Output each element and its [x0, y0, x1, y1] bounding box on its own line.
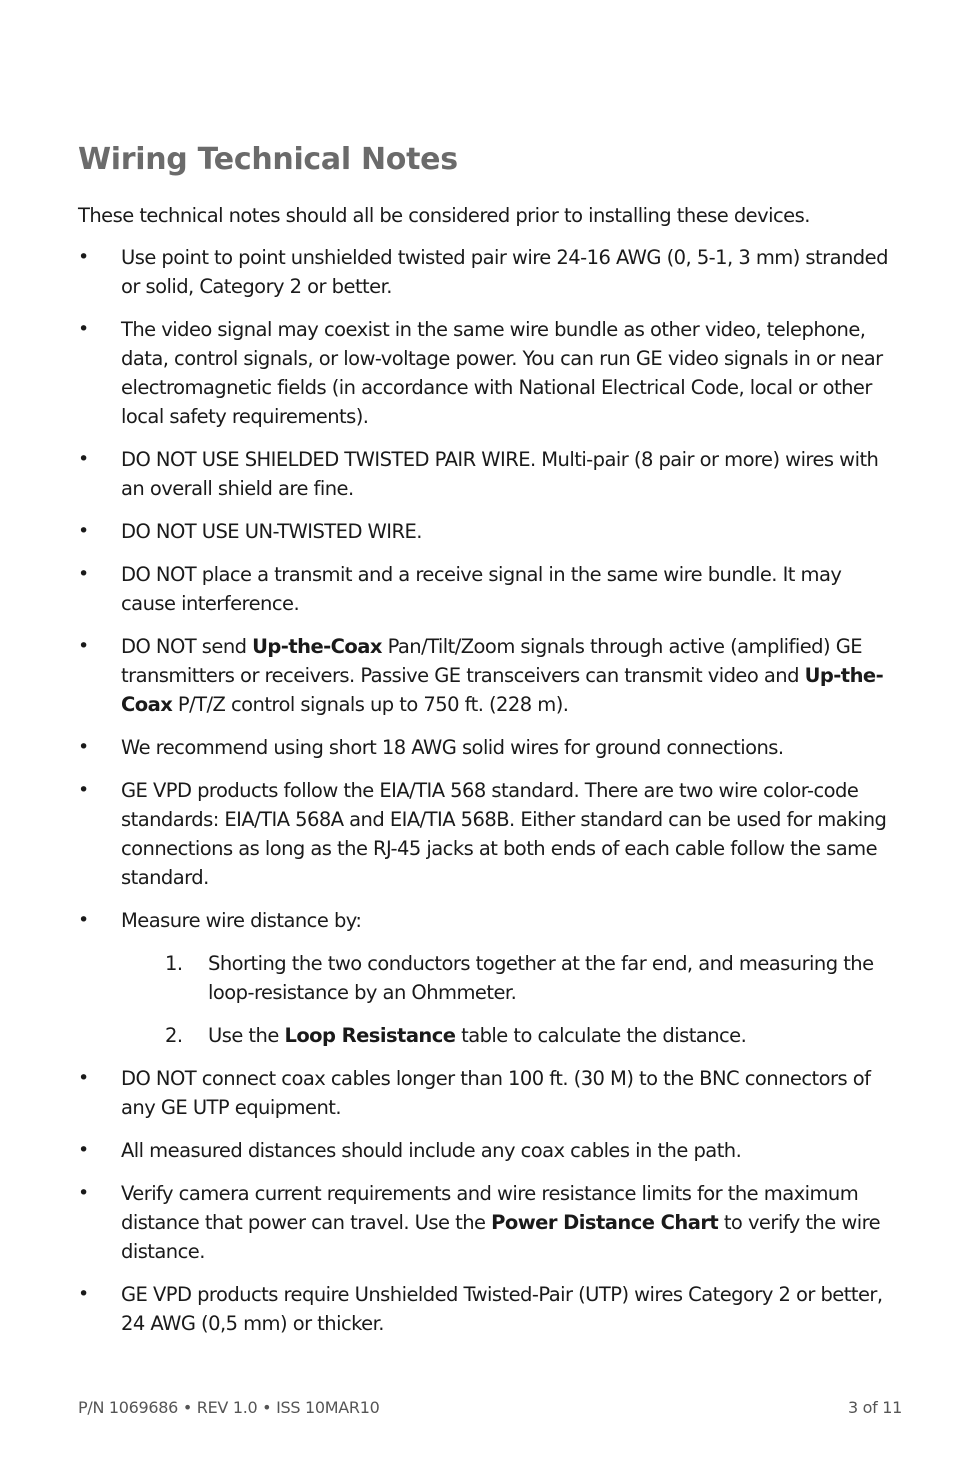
bullet: •: [78, 779, 89, 801]
step-number: 1.: [165, 952, 183, 975]
step-text: Shorting the two conductors together at the far end, and measuring the loop-resistance by an Ohmmeter.: [208, 952, 874, 1004]
list-item: [0, 776, 901, 892]
list-item: [0, 1179, 901, 1266]
step-text-part: Use the: [208, 1024, 285, 1047]
bold-term: Up-the-Coax: [252, 635, 382, 658]
bullet: •: [78, 635, 89, 657]
list-item: [0, 906, 901, 1050]
list-item: [0, 1280, 901, 1338]
page-number: 3 of 11: [847, 1398, 902, 1417]
note-text: DO NOT USE UN-TWISTED WIRE.: [121, 520, 422, 543]
step-item: [121, 949, 908, 1007]
list-item: [0, 315, 901, 431]
note-text-part: to verify the wire distance.: [121, 1211, 881, 1263]
bullet: •: [78, 736, 89, 758]
note-text-part: Pan/Tilt/Zoom signals through active (amplified) GE transmitters or receivers. Passive GE transceivers can transmit video and: [121, 635, 863, 687]
list-item: [0, 243, 901, 301]
technical-notes-list: [0, 243, 954, 1352]
note-text-part: Verify camera current requirements and wire resistance limits for the maximum distance that power can travel. Use the: [121, 1182, 859, 1234]
note-text: Measure wire distance by:: [121, 909, 362, 932]
bold-term: Power Distance Chart: [491, 1211, 719, 1234]
bullet: •: [78, 563, 89, 585]
bullet: •: [78, 1067, 89, 1089]
list-item: [0, 1136, 901, 1165]
bold-term: Up-the-Coax: [121, 664, 884, 716]
bullet: •: [78, 1283, 89, 1305]
bullet: •: [78, 448, 89, 470]
note-text: DO NOT USE SHIELDED TWISTED PAIR WIRE. Multi-pair (8 pair or more) wires with an overall shield are fine.: [121, 448, 879, 500]
step-number: 2.: [165, 1024, 183, 1047]
list-item: [0, 632, 901, 719]
note-text: DO NOT connect coax cables longer than 100 ft. (30 M) to the BNC connectors of any GE UTP equipment.: [121, 1067, 871, 1119]
bullet: •: [78, 520, 89, 542]
step-text-part: table to calculate the distance.: [455, 1024, 747, 1047]
document-id: P/N 1069686 • REV 1.0 • ISS 10MAR10: [78, 1398, 380, 1417]
note-text: GE VPD products follow the EIA/TIA 568 standard. There are two wire color-code standards: EIA/TIA 568A and EIA/TIA 568B. Either standard can be used for making connections as long as the RJ-45 jacks at both ends of each cable follow the same standard.: [121, 779, 887, 889]
list-item: [0, 445, 901, 503]
list-item: [0, 560, 901, 618]
note-text: The video signal may coexist in the same wire bundle as other video, telephone, data, control signals, or low-voltage power. You can run GE video signals in or near electromagnetic fields (in accordance with National Electrical Code, local or other local safety requirements).: [121, 318, 883, 428]
bullet: •: [78, 1139, 89, 1161]
list-item: [0, 517, 901, 546]
bullet: •: [78, 246, 89, 268]
note-text: We recommend using short 18 AWG solid wires for ground connections.: [121, 736, 784, 759]
bullet: •: [78, 909, 89, 931]
measurement-steps: [121, 949, 901, 1050]
note-text: Use point to point unshielded twisted pair wire 24-16 AWG (0, 5-1, 3 mm) stranded or solid, Category 2 or better.: [121, 246, 888, 298]
note-text: All measured distances should include any coax cables in the path.: [121, 1139, 742, 1162]
bullet: •: [78, 318, 89, 340]
note-text-part: P/T/Z control signals up to 750 ft. (228 m).: [172, 693, 569, 716]
bold-term: Loop Resistance: [284, 1024, 456, 1047]
list-item: [0, 733, 901, 762]
page-title: Wiring Technical Notes: [78, 142, 458, 177]
list-item: [0, 1064, 901, 1122]
note-text-part: DO NOT send: [121, 635, 253, 658]
step-item: [121, 1021, 908, 1050]
note-text: DO NOT place a transmit and a receive signal in the same wire bundle. It may cause interference.: [121, 563, 842, 615]
bullet: •: [78, 1182, 89, 1204]
note-text: GE VPD products require Unshielded Twisted-Pair (UTP) wires Category 2 or better, 24 AWG (0,5 mm) or thicker.: [121, 1283, 883, 1335]
intro-paragraph: These technical notes should all be considered prior to installing these devices.: [78, 204, 810, 227]
